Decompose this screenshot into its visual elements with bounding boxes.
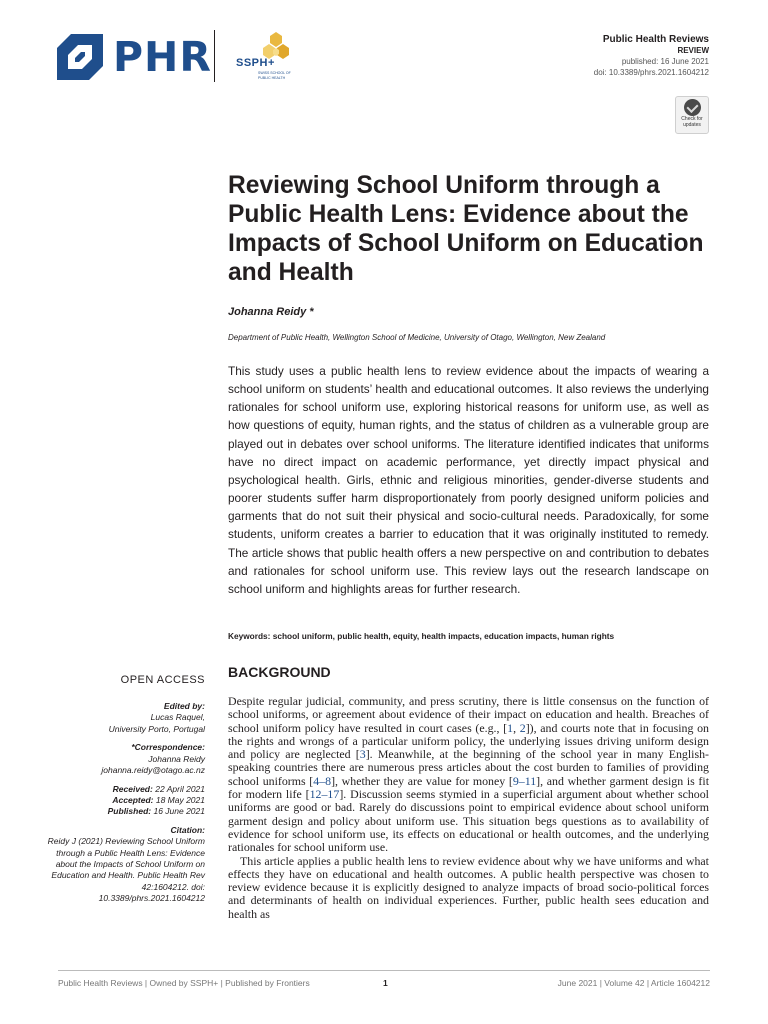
author-name[interactable]: Johanna Reidy * bbox=[228, 306, 314, 318]
reference-link[interactable]: 2 bbox=[519, 720, 526, 735]
reference-link[interactable]: 1 bbox=[507, 720, 514, 735]
page-footer bbox=[58, 970, 710, 993]
footer-journal-info: Public Health Reviews | Owned by SSPH+ | Published by Frontiers bbox=[58, 978, 310, 988]
check-updates-icon bbox=[684, 99, 701, 116]
journal-name: Public Health Reviews bbox=[602, 34, 709, 45]
citation-block bbox=[40, 825, 205, 904]
author-affiliation: Department of Public Health, Wellington School of Medicine, University of Otago, Wellington, New Zealand bbox=[228, 333, 606, 342]
page-number: 1 bbox=[383, 978, 388, 988]
received-row: Received: 22 April 2021 bbox=[112, 783, 205, 794]
body-paragraph: This article applies a public health lens to review evidence about why we have uniforms and what effects they have on educational and health outcomes. A public health perspective was chosen to review evidence because it is explicitly designed to analyze impacts of broad socio-political forces and determinants of health on individual experiences. Further, public health sees education and health as bbox=[228, 853, 709, 921]
edited-by-label: Edited by: bbox=[163, 701, 205, 711]
accepted-row: Accepted: 18 May 2021 bbox=[112, 795, 205, 806]
reference-link[interactable]: 4–8 bbox=[313, 773, 332, 788]
editor-affiliation: University Porto, Portugal bbox=[108, 723, 205, 734]
body-text bbox=[228, 695, 709, 921]
body-paragraph: Despite regular judicial, community, and press scrutiny, there is little consensus on the function of school uniforms, or agreement about evidence of their impact on education and health. Breaches of school uniform policy have resulted in court cases (e.g., [1, 2]), and courts note that in focusing on the rights and wrongs of a particular uniform policy, the underlying issues driving uniform design and policy are neglected [3]. Meanwhile, at the beginning of the school year in many English-speaking countries there are numerous press articles about the cost burden to families of providing school uniforms [4–8], whether they are value for money [9–11], and whether garment design is fit for modern life [12–17]. Discussion seems stymied in a superficial argument about whether school uniforms are good or bad. Rarely do discussions point to empirical evidence about school uniform garment design and policy about uniform use. This situation begs questions as to availability of evidence for school uniform use, its effects on educational or health outcomes, and the underlying rationales for school uniform use. bbox=[228, 694, 709, 855]
check-for-updates-button[interactable] bbox=[675, 96, 709, 134]
journal-meta bbox=[594, 34, 709, 78]
header-divider bbox=[214, 30, 215, 82]
journal-logo bbox=[57, 34, 212, 80]
section-heading-background: BACKGROUND bbox=[228, 664, 331, 680]
abstract: This study uses a public health lens to review evidence about the impacts of wearing a school uniform on students’ health and educational outcomes. It also reviews the underlying rationales for school uniform use, exploring historical reasons for uniform use, as well as how questions of equity, human rights, and the status of children as a vulnerable group are played out in debates over school uniforms. The literature identified indicates that uniforms have no direct impact on academic performance, yet directly impact physical and psychological health. Girls, ethnic and religious minorities, gender-diverse students and poorer students suffer harm disproportionately from poorly designed uniform policies and garments that do not suit their physical and socio-cultural needs. Paradoxically, for some students, uniform creates a barrier to education that it was originally instituted to remedy. The article shows that public health offers a new perspective on and contribution to debates and rationales for school uniform use. This review lays out the research landscape on school uniform and highlights areas for further research. bbox=[228, 364, 709, 596]
citation-label: Citation: bbox=[170, 825, 205, 836]
article-type: REVIEW bbox=[677, 46, 709, 55]
check-updates-label: Check for updates bbox=[681, 116, 703, 128]
correspondence-name: Johanna Reidy bbox=[148, 753, 205, 764]
journal-logo-text: PHR bbox=[113, 33, 212, 81]
dates-block bbox=[40, 784, 205, 818]
editor-block bbox=[40, 701, 205, 735]
footer-issue-info: June 2021 | Volume 42 | Article 1604212 bbox=[557, 978, 710, 988]
doi-header: doi: 10.3389/phrs.2021.1604212 bbox=[593, 68, 709, 77]
phr-logo-icon bbox=[57, 34, 103, 80]
published-date-header: published: 16 June 2021 bbox=[621, 57, 709, 66]
citation-text: Reidy J (2021) Reviewing School Uniform through a Public Health Lens: Evidence about the Impacts of School Uniform on Education and Health. Public Health Rev 42:1604212. doi: 10.3389/phrs.2021.1604212 bbox=[47, 836, 205, 903]
keywords: Keywords: school uniform, public health, equity, health impacts, education impacts, human rights bbox=[228, 631, 615, 641]
correspondence-block bbox=[40, 742, 205, 776]
published-row: Published: 16 June 2021 bbox=[107, 806, 205, 817]
article-title: Reviewing School Uniform through a Public Health Lens: Evidence about the Impacts of School Uniform on Education and Health bbox=[228, 172, 704, 286]
partner-name: SSPH+ bbox=[236, 57, 275, 69]
partner-subtitle: SWISS SCHOOL OF PUBLIC HEALTH bbox=[258, 71, 291, 80]
reference-link[interactable]: 9–11 bbox=[512, 773, 537, 788]
open-access-label: OPEN ACCESS bbox=[120, 674, 205, 686]
reference-link[interactable]: 12–17 bbox=[309, 787, 340, 802]
article-info-sidebar bbox=[40, 701, 205, 912]
correspondence-email[interactable]: johanna.reidy@otago.ac.nz bbox=[101, 764, 205, 775]
editor-name: Lucas Raquel, bbox=[150, 712, 205, 723]
reference-link[interactable]: 3 bbox=[359, 747, 366, 762]
correspondence-label: *Correspondence: bbox=[131, 742, 205, 753]
